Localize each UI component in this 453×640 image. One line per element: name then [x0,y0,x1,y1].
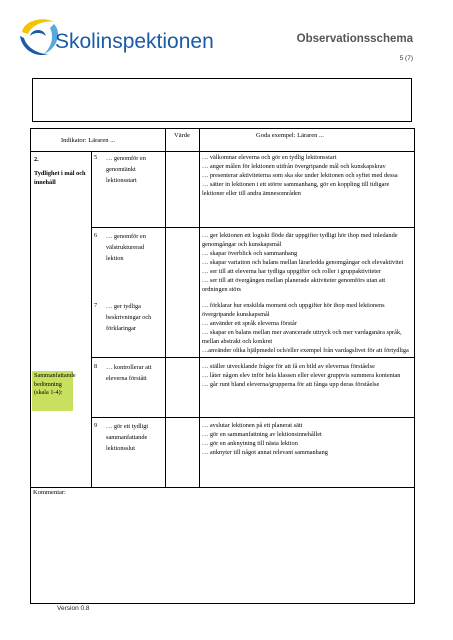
example-line: … gör en anknytning till nästa lektion [202,440,298,447]
row-indicator: … gör ett tydligt sammanfattande lektionsslut [106,423,149,452]
example-line: … skapar en balans mellan mer avancerade uttryck och mer vardagsnära språk, mellan abstrakt och konkret [202,329,402,345]
table-bottom-line [31,487,414,488]
example-line: … avslutar lektionen på ett planerat sätt [202,422,303,429]
example-line: … använder ett språk eleverna förstår [202,320,297,327]
example-line: … skapar variation och balans mellan lärarledda genomgångar och elevaktivitet [202,259,404,266]
header-box [32,78,412,122]
col-line-num [91,151,92,487]
row-indicator: … genomför en välstrukturerad lektion [106,233,146,262]
row-number: 6 [94,232,98,239]
col-header-indicator: Indikator: Läraren ... [61,137,115,144]
col-header-value: Värde [174,132,190,139]
example-line: … låter någon elev inför hela klassen eller elever gruppvis summera kontentan [202,372,401,379]
example-line: … ser till att eleverna har tydliga uppgifter och roller i gruppaktiviteter [202,268,381,275]
summary-label: Sammanfattande bedömning (skala 1-4): [34,372,76,396]
example-line: … skapar överblick och sammanhang [202,250,298,257]
example-line: … går runt bland eleverna/grupperna för att fånga upp deras förståelse [202,381,380,388]
row-examples [202,421,410,457]
example-line: … ställer utvecklande frågor för att få en bild av elevernas förståelse [202,363,375,370]
example-line: … gör en sammanfattning av lektionsinnehållet [202,431,322,438]
row-examples [202,301,410,355]
row-line-8 [91,357,414,358]
example-line: … anknyter till något annat relevant sammanhang [202,449,328,456]
example-line: … presenterar aktiviteterna som ska ske under lektionen och syftet med dessa [202,172,398,179]
summary-assessment-field[interactable] [32,371,76,411]
row-line-9 [91,417,414,418]
observation-table [30,128,415,604]
version-label: Version 0.8 [57,605,90,612]
comment-label: Kommentar: [33,489,66,496]
example-line: …använder olika hjälpmedel och/eller exempel från vardagslivet för att förtydliga [202,347,409,354]
row-number: 5 [94,154,98,161]
logo-text: Skolinspektionen [55,30,214,53]
header-bottom-line [31,151,414,152]
row-number: 9 [94,422,98,429]
row-number: 7 [94,302,98,309]
row-number: 8 [94,363,98,370]
row-indicator: … kontrollerar att eleverna förstått [106,364,152,382]
section-title: Tydlighet i mål och innehåll [34,170,86,186]
col-line-example [199,129,200,487]
document-title: Observationsschema [296,33,413,45]
row-examples [202,362,410,389]
row-indicator: … genomför en genomtänkt lektionsstart [106,155,146,184]
example-line: … sätter in lektionen i ett större sammanhang, gör en koppling till tidigare lektioner eller till andra ämnesområden [202,181,390,197]
page-number: 5 (7) [399,55,413,62]
example-line: … ser till att övergången mellan planerade aktiviteter genomförs utan att ordningen störs [202,277,386,293]
example-line: … välkomnar eleverna och gör en tydlig lektionsstart [202,154,337,161]
row-examples [202,231,410,294]
row-examples [202,153,410,198]
example-line: … ger lektionen ett logiskt flöde där uppgifter tydligt hör ihop med inledande genomgångar och kunskapsmål [202,232,398,248]
row-indicator: … ger tydliga beskrivningar och förklaringar [106,303,152,332]
example-line: … anger målen för lektionen utifrån övergripande mål och kunskapskrav [202,163,386,170]
col-header-example: Goda exempel: Läraren ... [256,132,324,139]
col-line-value [165,129,166,487]
section-number: 2. [34,156,39,163]
example-line: … förklarar hur enskilda moment och uppgifter hör ihop med lektionens övergripande kunskapsmål [202,302,385,318]
row-line-6 [91,227,414,228]
